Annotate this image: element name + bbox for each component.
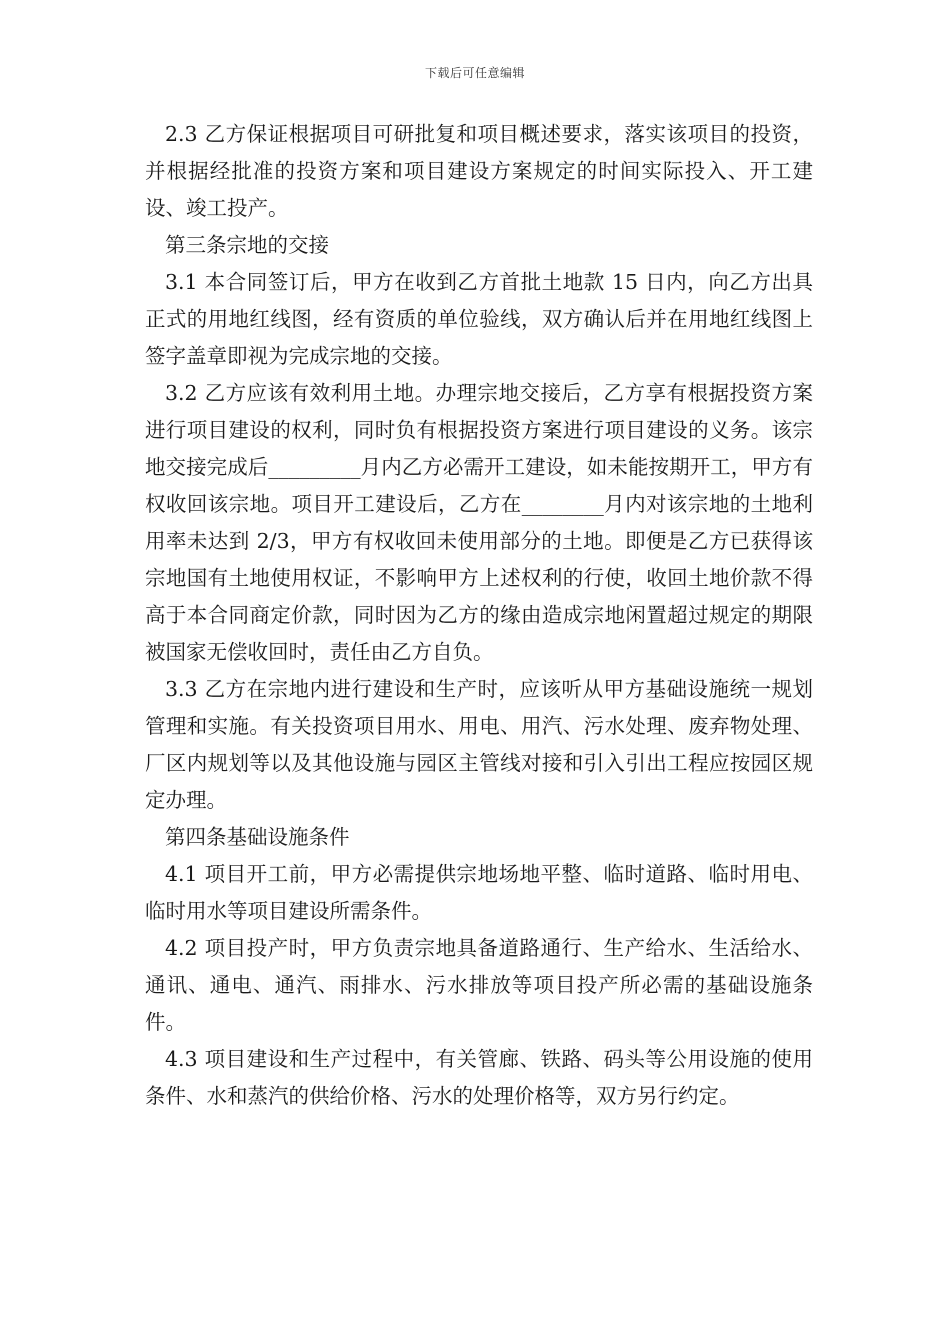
page-header: 下载后可任意编辑	[424, 66, 525, 80]
clause-3-3: 3.3 乙方在宗地内进行建设和生产时，应该听从甲方基础设施统一规划管理和实施。有关投资项目用水、用电、用汽、污水处理、废弃物处理、厂区内规划等以及其他设施与园区主管线对接和引入引出工程应按园区规定办理。	[145, 677, 813, 812]
clause-4-1: 4.1 项目开工前，甲方必需提供宗地场地平整、临时道路、临时用电、临时用水等项目建设所需条件。	[145, 862, 813, 923]
article-3-heading: 第三条宗地的交接	[165, 233, 329, 257]
article-4-heading: 第四条基础设施条件	[165, 825, 350, 849]
clause-3-2: 3.2 乙方应该有效利用土地。办理宗地交接后，乙方享有根据投资方案进行项目建设的权利，同时负有根据投资方案进行项目建设的义务。该宗地交接完成后_________月内乙方必需开工建设，如未能按期开工，甲方有权收回该宗地。项目开工建设后，乙方在________月内对该宗地的土地利用率未达到 2/3，甲方有权收回未使用部分的土地。即便是乙方已获得该宗地国有土地使用权证，不影响甲方上述权利的行使，收回土地价款不得高于本合同商定价款，同时因为乙方的缘由造成宗地闲置超过规定的期限被国家无偿收回时，责任由乙方自负。	[145, 381, 813, 664]
document-body	[145, 116, 813, 1115]
clause-3-1: 3.1 本合同签订后，甲方在收到乙方首批土地款 15 日内，向乙方出具正式的用地红线图，经有资质的单位验线，双方确认后并在用地红线图上签字盖章即视为完成宗地的交接。	[145, 270, 813, 368]
clause-4-2: 4.2 项目投产时，甲方负责宗地具备道路通行、生产给水、生活给水、通讯、通电、通汽、雨排水、污水排放等项目投产所必需的基础设施条件。	[145, 936, 813, 1034]
clause-4-3: 4.3 项目建设和生产过程中，有关管廊、铁路、码头等公用设施的使用条件、水和蒸汽的供给价格、污水的处理价格等，双方另行约定。	[145, 1047, 813, 1108]
clause-2-3: 2.3 乙方保证根据项目可研批复和项目概述要求，落实该项目的投资，并根据经批准的投资方案和项目建设方案规定的时间实际投入、开工建设、竣工投产。	[145, 122, 813, 220]
